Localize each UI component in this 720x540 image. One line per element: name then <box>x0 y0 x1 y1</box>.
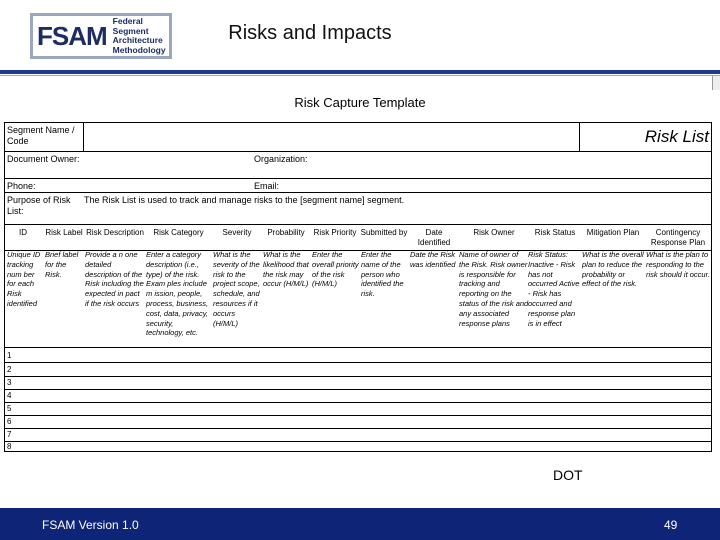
col-desc-risk-owner: Name of owner of the Risk. Risk owner is responsible for tracking and reporting on the status of the risk and any associated response plans <box>459 250 529 328</box>
col-header-risk-label: Risk Label <box>45 228 83 237</box>
document-owner-label: Document Owner: <box>7 154 80 164</box>
logo-line-segment: Segment <box>112 25 149 36</box>
row-divider <box>5 441 711 442</box>
row-number: 2 <box>7 365 12 374</box>
col-desc-contingency-response-plan: What is the plan to responding to the risk should it occur. <box>646 250 710 279</box>
divider <box>5 178 711 179</box>
col-desc-risk-priority: Enter the overall priority of the risk (H/M/L) <box>312 250 359 289</box>
phone-label: Phone: <box>7 181 36 191</box>
header-rule <box>0 70 720 74</box>
row-number: 3 <box>7 378 12 387</box>
col-header-risk-owner: Risk Owner <box>473 228 515 237</box>
logo-line-methodology: Methodology <box>112 44 166 55</box>
col-desc-mitigation-plan: What is the overall plan to reduce the probability or effect of the risk. <box>582 250 644 289</box>
risk-list-label: Risk List <box>644 127 709 146</box>
col-desc-probability: What is the likelihood that the risk may occur (H/M/L) <box>263 250 309 289</box>
row-number: 6 <box>7 417 12 426</box>
row-number: 5 <box>7 404 12 413</box>
scrollbar-stub <box>712 76 720 90</box>
col-header-date-identified: Date Identified <box>417 228 451 247</box>
header-rule-thin <box>0 75 720 76</box>
col-header-id: ID <box>19 228 27 237</box>
row-divider <box>5 428 711 429</box>
row-number: 7 <box>7 430 12 439</box>
divider <box>579 123 580 151</box>
row-divider <box>5 376 711 377</box>
row-divider <box>5 389 711 390</box>
col-desc-risk-label: Brief label for the Risk. <box>45 250 79 279</box>
col-header-risk-category: Risk Category <box>153 228 204 237</box>
logo-acronym: FSAM <box>30 13 111 59</box>
col-header-probability: Probability <box>267 228 305 237</box>
col-desc-submitted-by: Enter the name of the person who identified the risk. <box>361 250 404 299</box>
col-header-severity: Severity <box>222 228 252 237</box>
segment-name-label: Segment Name / Code <box>7 125 75 146</box>
logo-line-federal: Federal <box>112 16 143 26</box>
col-desc-risk-category: Enter a category description (i.e., type) of the risk. Exam ples include m ission, people, process, business, cost, data, privacy, security, technology, etc. <box>146 250 209 338</box>
footer-version: FSAM Version 1.0 <box>42 518 139 532</box>
email-label: Email: <box>254 181 280 191</box>
row-number: 4 <box>7 391 12 400</box>
col-desc-severity: What is the severity of the risk to the project scope, schedule, and resources if it occurs (H/M/L) <box>213 250 260 328</box>
col-desc-date-identified: Date the Risk was identified <box>410 250 456 269</box>
row-divider <box>5 415 711 416</box>
purpose-label: Purpose of Risk List: <box>7 195 71 216</box>
col-header-risk-priority: Risk Priority <box>313 228 357 237</box>
purpose-text: The Risk List is used to track and manage risks to the [segment name] segment. <box>84 195 405 205</box>
col-desc-id: Unique ID tracking num ber for each Risk identified <box>7 250 41 308</box>
col-header-risk-description: Risk Description <box>86 228 144 237</box>
col-header-mitigation-plan: Mitigation Plan <box>586 228 640 237</box>
row-divider <box>5 362 711 363</box>
page-number: 49 <box>664 518 678 532</box>
divider <box>5 151 711 152</box>
col-header-contingency-response-plan: Contingency Response Plan <box>650 228 706 247</box>
dot-label: DOT <box>553 467 583 483</box>
template-title: Risk Capture Template <box>294 95 426 110</box>
fsam-logo <box>30 14 166 58</box>
col-header-submitted-by: Submitted by <box>360 228 408 237</box>
row-number: 1 <box>7 351 12 360</box>
logo-line-architecture: Architecture <box>112 35 163 45</box>
col-desc-risk-description: Provide a n one detailed description of the Risk including the expected in pact if the risk occurs <box>85 250 144 308</box>
risk-capture-form <box>4 122 712 452</box>
divider <box>5 347 711 348</box>
col-desc-risk-status: Risk Status: Inactive - Risk has not occurred Active - Risk has occurred and response plan is in effect <box>528 250 580 328</box>
row-divider <box>5 402 711 403</box>
divider <box>5 192 711 193</box>
page-title: Risks and Impacts <box>228 22 392 44</box>
col-header-risk-status: Risk Status <box>534 228 576 237</box>
row-number: 8 <box>7 442 12 451</box>
divider <box>83 123 84 151</box>
organization-label: Organization: <box>254 154 308 164</box>
divider <box>5 224 711 225</box>
